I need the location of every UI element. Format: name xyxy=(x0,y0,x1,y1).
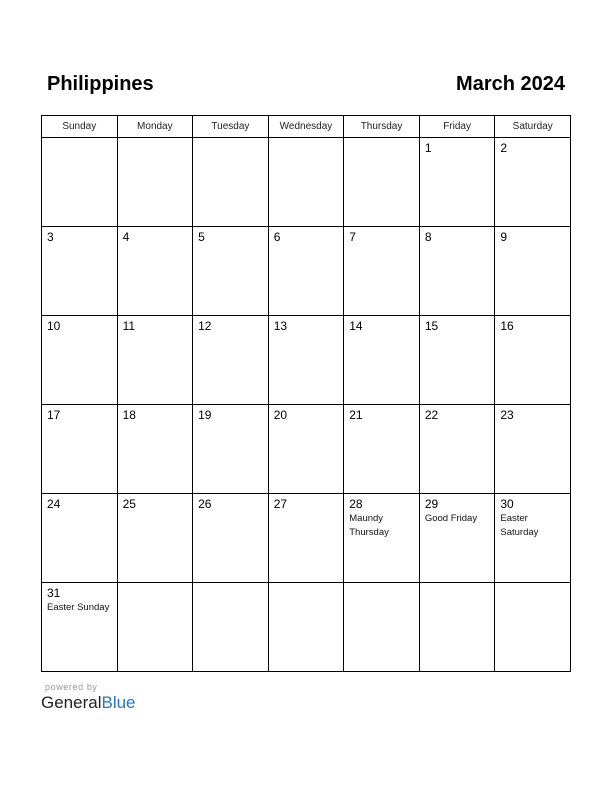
day-number: 22 xyxy=(424,408,439,422)
calendar-grid xyxy=(41,115,571,672)
weekday-header: Thursday xyxy=(344,116,420,138)
day-cell xyxy=(495,583,571,672)
holiday-label: Maundy Thursday xyxy=(349,513,389,538)
month-year-title: March 2024 xyxy=(456,73,565,95)
holiday-label: Good Friday xyxy=(424,513,478,524)
day-number: 3 xyxy=(47,230,54,244)
day-cell xyxy=(42,316,118,405)
weekday-header-row xyxy=(42,116,571,138)
day-cell xyxy=(419,138,495,227)
day-cell xyxy=(268,138,344,227)
day-number: 26 xyxy=(198,497,212,511)
weekday-header: Saturday xyxy=(495,116,571,138)
day-cell xyxy=(495,494,571,583)
day-number: 6 xyxy=(273,230,281,244)
day-cell xyxy=(117,227,193,316)
day-cell xyxy=(419,227,495,316)
week-row xyxy=(42,138,571,227)
day-number: 28 xyxy=(349,497,363,511)
day-number: 27 xyxy=(273,497,288,511)
day-cell xyxy=(495,316,571,405)
day-cell xyxy=(42,405,118,494)
day-cell xyxy=(117,138,193,227)
brand-logo-general: General xyxy=(41,693,102,712)
day-cell xyxy=(117,405,193,494)
day-number: 18 xyxy=(122,408,136,422)
day-number: 23 xyxy=(500,408,514,422)
week-row xyxy=(42,583,571,672)
powered-by-label: powered by xyxy=(45,682,98,692)
country-title: Philippines xyxy=(47,73,154,95)
day-cell xyxy=(117,316,193,405)
day-cell xyxy=(495,405,571,494)
day-number: 7 xyxy=(349,230,356,244)
week-row xyxy=(42,316,571,405)
day-number: 4 xyxy=(122,230,130,244)
day-cell xyxy=(193,316,269,405)
weekday-header: Friday xyxy=(419,116,495,138)
day-cell xyxy=(193,405,269,494)
day-cell xyxy=(344,494,420,583)
day-cell xyxy=(42,138,118,227)
day-cell xyxy=(344,227,420,316)
day-cell xyxy=(344,138,420,227)
day-number: 19 xyxy=(198,408,212,422)
day-cell xyxy=(344,316,420,405)
brand-logo-blue: Blue xyxy=(101,693,136,712)
holiday-label: Easter Sunday xyxy=(47,602,110,613)
day-cell xyxy=(268,227,344,316)
day-number: 15 xyxy=(424,319,439,333)
day-cell xyxy=(193,227,269,316)
day-cell xyxy=(117,583,193,672)
day-cell xyxy=(42,227,118,316)
day-cell xyxy=(42,583,118,672)
day-number: 21 xyxy=(349,408,363,422)
weekday-header: Monday xyxy=(117,116,193,138)
day-number: 16 xyxy=(500,319,514,333)
day-number: 29 xyxy=(424,497,439,511)
day-cell xyxy=(419,405,495,494)
day-cell xyxy=(495,227,571,316)
day-number: 17 xyxy=(47,408,61,422)
day-cell xyxy=(268,494,344,583)
day-cell xyxy=(344,405,420,494)
day-cell xyxy=(268,583,344,672)
week-row xyxy=(42,227,571,316)
day-number: 25 xyxy=(122,497,136,511)
day-cell xyxy=(268,316,344,405)
weekday-header: Sunday xyxy=(42,116,118,138)
day-number: 13 xyxy=(273,319,288,333)
weekday-header: Tuesday xyxy=(193,116,269,138)
day-cell xyxy=(193,138,269,227)
day-cell xyxy=(419,583,495,672)
day-number: 5 xyxy=(198,230,205,244)
day-number: 14 xyxy=(349,319,363,333)
day-cell xyxy=(268,405,344,494)
day-cell xyxy=(344,583,420,672)
holiday-label: Easter Saturday xyxy=(500,513,539,538)
day-number: 9 xyxy=(500,230,508,244)
day-cell xyxy=(42,494,118,583)
day-number: 8 xyxy=(424,230,432,244)
day-number: 24 xyxy=(47,497,61,511)
week-row xyxy=(42,494,571,583)
day-cell xyxy=(193,583,269,672)
day-number: 30 xyxy=(500,497,514,511)
day-number: 10 xyxy=(47,319,61,333)
day-cell xyxy=(193,494,269,583)
weekday-header: Wednesday xyxy=(268,116,344,138)
day-cell xyxy=(495,138,571,227)
day-number: 2 xyxy=(500,141,508,155)
brand-logo[interactable] xyxy=(41,693,136,713)
day-cell xyxy=(419,316,495,405)
day-number: 1 xyxy=(424,141,432,155)
day-cell xyxy=(117,494,193,583)
day-cell xyxy=(419,494,495,583)
week-row xyxy=(42,405,571,494)
day-number: 11 xyxy=(122,319,136,333)
day-number: 12 xyxy=(198,319,212,333)
day-number: 20 xyxy=(273,408,288,422)
day-number: 31 xyxy=(47,586,61,600)
